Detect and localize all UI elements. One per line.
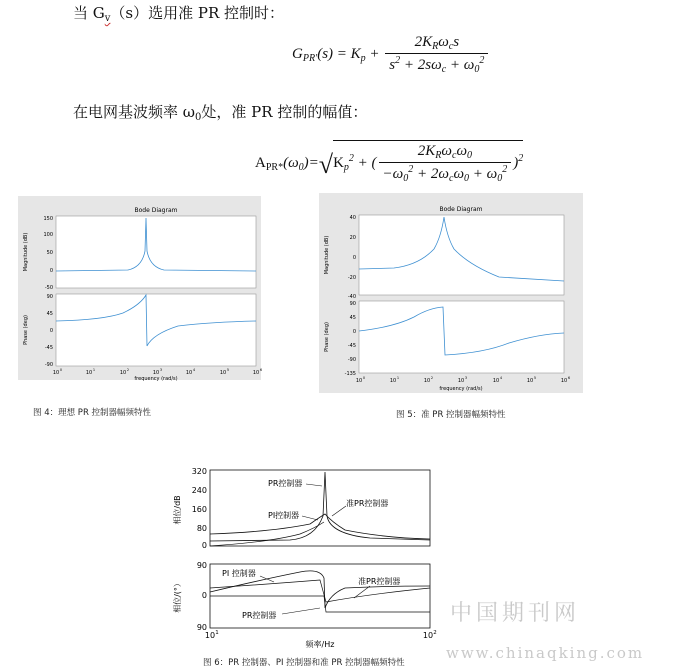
watermark-url: www.chinaqking.com [446,644,645,662]
fig6-mag-tick: 80 [196,524,207,533]
figure-6-bode [170,462,440,652]
fig5-x-tick: 10 [526,378,534,384]
fig6-mag-axes [210,470,430,546]
fig5-x-tick: 10 [492,378,500,384]
fig5-phase-tick: -135 [344,371,356,377]
fig5-x-tick: 10 [423,378,431,384]
fig5-x-exp: 2 [430,376,434,380]
fig5-phase-tick: 0 [352,329,356,335]
formula-apr: $A_{PR*}(\omega_0)=√K_p^2$ + ( $\frac{2K_R\omega_c\omega_0}{-\omega_0^2 + 2\omega_c\omega_0 + \omega_0^2}$ )$^2$ [255,140,523,184]
fig6-phase-tick: 90 [196,561,207,570]
fig4-x-tick: 10 [185,370,193,376]
fig4-x-tick: 10 [252,370,260,376]
fig5-x-tick: 10 [355,378,363,384]
fig4-x-exp: 1 [92,368,96,372]
fig4-mag-tick: 50 [46,250,53,256]
fig4-x-exp: 3 [159,368,163,372]
watermark-cn: 中国期刊网 [450,601,581,626]
fig6-label-qpr-mag: 准PR控制器 [346,499,389,508]
fig4-mag-tick: 100 [43,232,53,238]
fig6-xlabel: 频率/Hz [305,640,335,649]
fig4-phase-label: Phase (deg) [23,315,29,345]
fig5-xlabel: frequency (rad/s) [439,386,483,392]
fig4-xlabel: frequency (rad/s) [134,376,178,382]
fig5-phase-label: Phase (deg) [324,322,330,352]
fig5-x-exp: 0 [362,376,366,380]
fig5-x-exp: 5 [533,376,537,380]
fig6-x-exp: 2 [433,630,437,636]
fig4-phase-tick: 45 [46,311,53,317]
figure-6-plot [170,462,440,652]
fig4-x-tick: 10 [219,370,227,376]
fig4-x-exp: 5 [226,368,230,372]
fig4-mag-label: Magnitude (dB) [23,232,29,272]
fig4-x-tick: 10 [119,370,127,376]
fig4-x-tick: 10 [52,370,60,376]
figure-5-plot [319,193,583,393]
fig4-title: Bode Diagram [134,207,178,214]
fig6-phase-ylabel: 相位/(°） [173,579,182,613]
fig4-mag-tick: 0 [49,268,53,274]
fig5-mag-tick: 20 [349,235,356,241]
formula-gpr: $G_{PR'}(s) = K_p$ + $\frac{2K_R\omega_cs}{s^2 + 2s\omega_c + \omega_0^2}$ [292,34,490,75]
fig6-mag-tick: 160 [191,505,207,514]
figure-5-bode [319,193,583,393]
intro-line-2: 在电网基波频率 $\omega_0$处，准 PR 控制的幅值： [73,103,368,123]
fig4-x-exp: 0 [59,368,63,372]
fig5-mag-tick: -40 [347,294,356,300]
intro-line-1: 当 $G_v(s)$选用准 PR 控制时： [73,4,285,24]
fig6-label-pr-phase: PR控制器 [242,611,277,620]
fig4-phase-tick: 90 [46,294,53,300]
fig5-x-tick: 10 [389,378,397,384]
fig6-x-tick: 10 [422,631,434,640]
fig5-phase-tick: 90 [349,301,356,307]
fig6-mag-tick: 0 [201,541,207,550]
fig6-mag-ylabel: 相位/dB [173,495,182,525]
fig5-phase-tick: -45 [347,343,356,349]
fig5-mag-tick: -20 [347,275,356,281]
figure-4-caption: 图 4：理想 PR 控制器幅频特性 [33,408,152,418]
fig5-title: Bode Diagram [439,206,483,213]
fig4-phase-axes [56,294,256,366]
fig4-x-exp: 4 [192,368,196,372]
fig5-x-tick: 10 [457,378,465,384]
fig4-phase-tick: -90 [44,362,53,368]
fig6-label-pi-mag: PI控制器 [268,511,300,520]
fig6-label-qpr-phase: 准PR控制器 [358,577,401,586]
fig5-mag-tick: 0 [352,255,356,261]
fig6-label-pr-mag: PR控制器 [268,479,303,488]
fig5-x-tick: 10 [560,378,568,384]
fig5-x-exp: 6 [567,376,571,380]
fig5-x-exp: 4 [499,376,503,380]
fig4-x-tick: 10 [152,370,160,376]
figure-6-caption: 图 6：PR 控制器、PI 控制器和准 PR 控制器幅频特性 [203,658,405,668]
fig5-mag-axes [359,215,564,295]
fig6-phase-tick: 90 [196,623,207,632]
fig5-x-exp: 1 [396,376,400,380]
fig6-phase-tick: 0 [201,591,207,600]
fig5-phase-tick: 45 [349,315,356,321]
fig4-x-tick: 10 [85,370,93,376]
fig6-x-tick: 10 [204,631,216,640]
fig5-mag-label: Magnitude (dB) [324,235,330,275]
fig6-label-pi-phase: PI 控制器 [222,569,256,578]
fig4-mag-tick: 150 [43,216,53,222]
figure-4-bode [18,196,261,380]
fig5-mag-tick: 40 [349,215,356,221]
figure-5-caption: 图 5：准 PR 控制器幅频特性 [396,410,506,420]
fig4-x-exp: 2 [126,368,130,372]
fig6-mag-tick: 320 [191,467,207,476]
fig6-mag-tick: 240 [191,486,207,495]
fig5-x-exp: 3 [464,376,468,380]
fig4-mag-tick: -50 [44,285,53,291]
fig6-x-exp: 1 [215,630,219,636]
fig4-phase-tick: -45 [44,345,53,351]
fig4-phase-tick: 0 [49,328,53,334]
figure-4-plot [18,196,261,380]
fig4-x-exp: 6 [259,368,263,372]
fig5-phase-tick: -90 [347,357,356,363]
fig4-mag-axes [56,216,256,288]
